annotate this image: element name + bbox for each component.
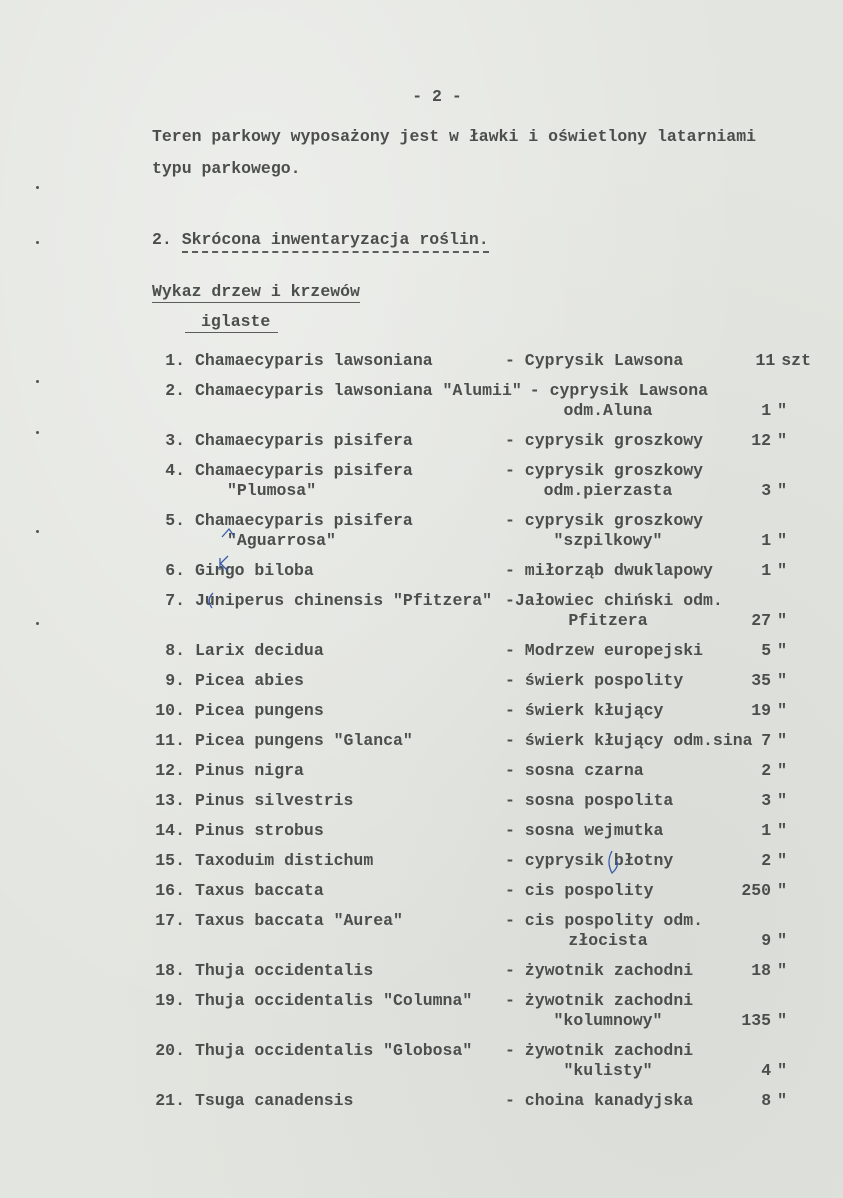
count-unit: szt [781, 351, 811, 370]
count-value: 3 [761, 481, 772, 500]
count-value: 3 [761, 791, 772, 810]
count-value: 9 [761, 931, 772, 950]
common-name: - miłorząb dwuklapowy [505, 561, 713, 580]
count-unit: " [777, 641, 787, 660]
common-name-cont: złocista [568, 931, 648, 950]
count-unit: " [777, 531, 787, 550]
count-value: 5 [761, 641, 772, 660]
count-unit: " [777, 401, 787, 420]
common-name: - choina kanadyjska [505, 1091, 694, 1110]
latin-name: Gingo biloba [195, 561, 314, 580]
common-name: - świerk kłujący [505, 701, 664, 720]
count-unit: " [777, 791, 787, 810]
item-number: 5. [165, 511, 185, 530]
count-unit: " [777, 881, 787, 900]
cultivar-name: "Aguarrosa" [227, 531, 336, 550]
common-name-cont: odm.pierzasta [543, 481, 673, 500]
common-name: - cis pospolity [505, 881, 654, 900]
item-number: 4. [165, 461, 185, 480]
count-value: 2 [761, 851, 772, 870]
count-value: 19 [751, 701, 772, 720]
count-value: 12 [751, 431, 772, 450]
count-value: 1 [761, 561, 772, 580]
common-name: - cyprysik groszkowy [505, 511, 704, 530]
item-number: 2. [165, 381, 185, 400]
count-unit: " [777, 1061, 787, 1080]
latin-name: Taxus baccata "Aurea" [195, 911, 403, 930]
common-name-cont: odm.Aluna [563, 401, 653, 420]
common-name: - sosna czarna [505, 761, 644, 780]
intro-line-2: typu parkowego. [152, 159, 301, 178]
latin-name: Pinus strobus [195, 821, 324, 840]
section-number: 2. [152, 230, 172, 249]
count-value: 1 [761, 821, 772, 840]
common-name-cont: "szpilkowy" [553, 531, 663, 550]
latin-name: Picea pungens "Glanca" [195, 731, 413, 750]
common-name-cont: Pfitzera [568, 611, 648, 630]
count-unit: " [777, 611, 787, 630]
common-name: - cyprysik błotny [505, 851, 674, 870]
latin-name: Chamaecyparis pisifera [195, 431, 413, 450]
count-value: 4 [761, 1061, 772, 1080]
common-name: - sosna wejmutka [505, 821, 664, 840]
list-title: Wykaz drzew i krzewów [152, 282, 360, 301]
count-unit: " [777, 851, 787, 870]
common-name: - cyprysik groszkowy [505, 431, 704, 450]
common-name-cont: "kulisty" [563, 1061, 653, 1080]
item-number: 21. [155, 1091, 185, 1110]
latin-name: Taxus baccata [195, 881, 324, 900]
common-name: - świerk pospolity [505, 671, 684, 690]
count-unit: " [777, 961, 787, 980]
common-name: - żywotnik zachodni [505, 991, 694, 1010]
latin-name: Pinus nigra [195, 761, 304, 780]
count-value: 7 [761, 731, 772, 750]
count-value: 11 [755, 351, 776, 370]
count-unit: " [777, 821, 787, 840]
item-number: 10. [155, 701, 185, 720]
count-value: 1 [761, 401, 772, 420]
latin-name: Larix decidua [195, 641, 324, 660]
count-unit: " [777, 431, 787, 450]
cultivar-name: "Plumosa" [227, 481, 317, 500]
latin-name: Chamaecyparis lawsoniana "Alumii" [195, 381, 522, 400]
item-number: 12. [155, 761, 185, 780]
page-number: - 2 - [412, 87, 462, 106]
section-title: Skrócona inwentaryzacja roślin. [182, 230, 489, 253]
count-value: 1 [761, 531, 772, 550]
common-name: - cis pospolity odm. [505, 911, 704, 930]
latin-name: Pinus silvestris [195, 791, 354, 810]
latin-name: Chamaecyparis pisifera [195, 511, 413, 530]
item-number: 15. [155, 851, 185, 870]
count-value: 250 [741, 881, 772, 900]
count-unit: " [777, 701, 787, 720]
item-number: 18. [155, 961, 185, 980]
item-number: 9. [165, 671, 185, 690]
item-number: 7. [165, 591, 185, 610]
common-name: - Cyprysik Lawsona [505, 351, 684, 370]
count-unit: " [777, 761, 787, 780]
count-value: 8 [761, 1091, 772, 1110]
common-name: - świerk kłujący odm.sina [505, 731, 753, 750]
latin-name: Taxoduim distichum [195, 851, 374, 870]
item-number: 17. [155, 911, 185, 930]
common-name: - Modrzew europejski [505, 641, 704, 660]
latin-name: Picea pungens [195, 701, 324, 720]
common-name-cont: "kolumnowy" [553, 1011, 663, 1030]
common-name: - cyprysik groszkowy [505, 461, 704, 480]
item-number: 8. [165, 641, 185, 660]
count-unit: " [777, 931, 787, 950]
count-value: 35 [751, 671, 772, 690]
item-number: 13. [155, 791, 185, 810]
item-number: 3. [165, 431, 185, 450]
count-unit: " [777, 561, 787, 580]
count-unit: " [777, 1091, 787, 1110]
count-value: 135 [741, 1011, 772, 1030]
common-name: -Jałowiec chiński odm. [505, 591, 723, 610]
latin-name: Thuja occidentalis "Globosa" [195, 1041, 473, 1060]
count-unit: " [777, 1011, 787, 1030]
item-number: 14. [155, 821, 185, 840]
item-number: 1. [165, 351, 185, 370]
common-name: - żywotnik zachodni [505, 1041, 694, 1060]
item-number: 20. [155, 1041, 185, 1060]
list-subtitle: iglaste [185, 312, 278, 333]
latin-name: Thuja occidentalis [195, 961, 374, 980]
item-number: 16. [155, 881, 185, 900]
latin-name: Chamaecyparis lawsoniana [195, 351, 433, 370]
count-unit: " [777, 731, 787, 750]
common-name: - sosna pospolita [505, 791, 674, 810]
count-value: 27 [751, 611, 772, 630]
item-number: 6. [165, 561, 185, 580]
count-unit: " [777, 481, 787, 500]
common-name: - cyprysik Lawsona [529, 381, 708, 400]
latin-name: Chamaecyparis pisifera [195, 461, 413, 480]
latin-name: Juniperus chinensis "Pfitzera" [195, 591, 493, 610]
count-value: 2 [761, 761, 772, 780]
common-name: - żywotnik zachodni [505, 961, 694, 980]
count-unit: " [777, 671, 787, 690]
intro-line-1: Teren parkowy wyposażony jest w ławki i oświetlony latarniami [152, 127, 756, 146]
item-number: 19. [155, 991, 185, 1010]
latin-name: Thuja occidentalis "Columna" [195, 991, 473, 1010]
latin-name: Picea abies [195, 671, 304, 690]
count-value: 18 [751, 961, 772, 980]
latin-name: Tsuga canadensis [195, 1091, 354, 1110]
item-number: 11. [155, 731, 185, 750]
